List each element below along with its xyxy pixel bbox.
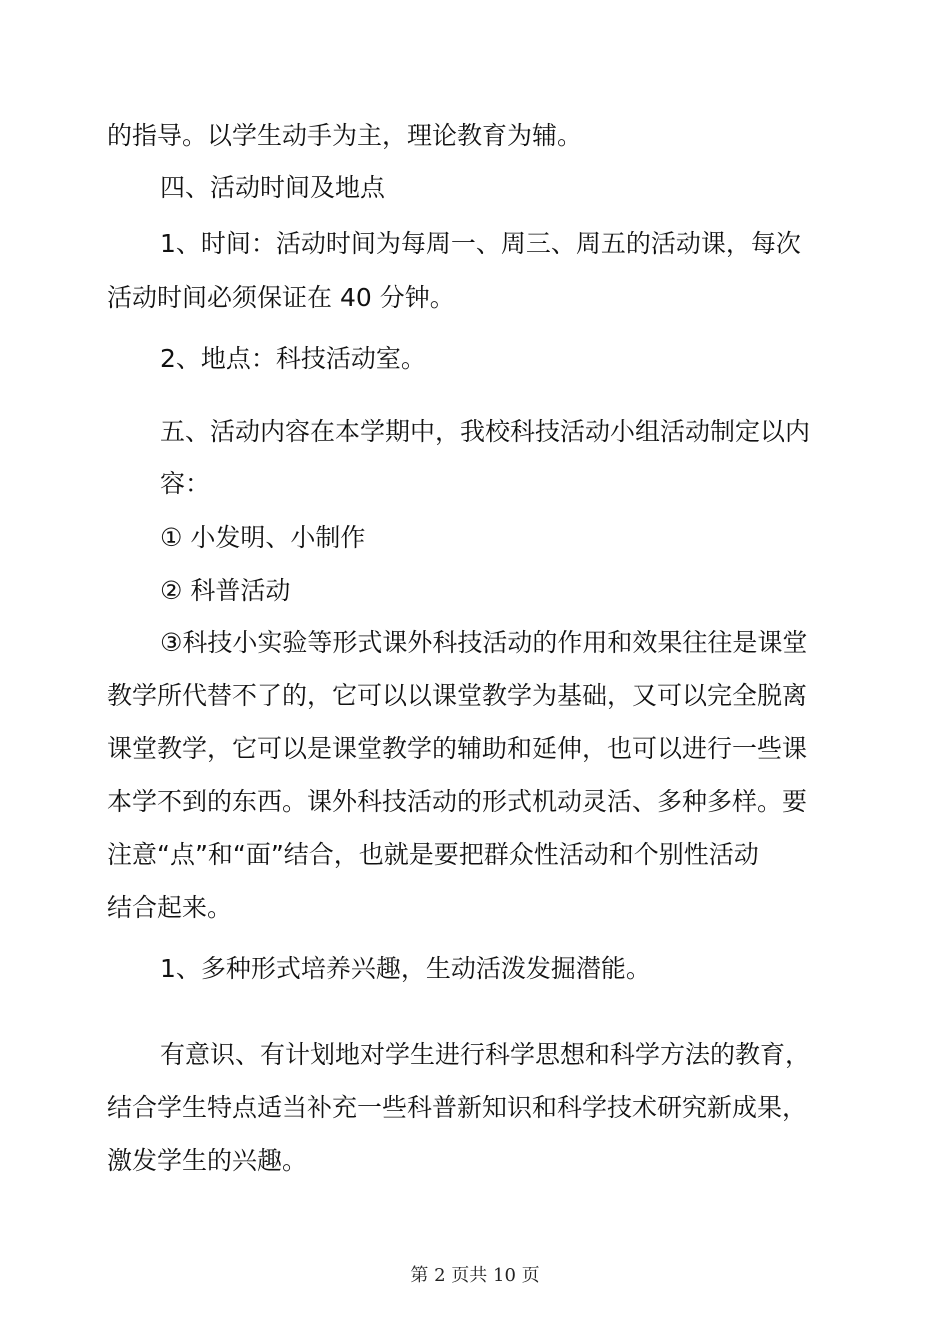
paragraph-line: 1、时间：活动时间为每周一、周三、周五的活动课，每次 <box>160 229 801 258</box>
section-heading-activity-content: 五、活动内容在本学期中，我校科技活动小组活动制定以内 <box>160 417 811 446</box>
paragraph-line: 教学所代替不了的，它可以以课堂教学为基础，又可以完全脱离 <box>107 681 808 710</box>
paragraph-line: 本学不到的东西。课外科技活动的形式机动灵活、多种多样。要 <box>107 787 808 816</box>
paragraph-line: 激发学生的兴趣。 <box>107 1146 308 1175</box>
paragraph-line: 容： <box>160 469 211 498</box>
paragraph-line: 的指导。以学生动手为主，理论教育为辅。 <box>107 121 583 150</box>
paragraph-line: 结合学生特点适当补充一些科普新知识和科学技术研究新成果， <box>107 1093 808 1122</box>
section-heading-activity-time-place: 四、活动时间及地点 <box>160 173 386 202</box>
paragraph-line: 2、地点：科技活动室。 <box>160 344 426 373</box>
list-item: ① 小发明、小制作 <box>160 523 366 552</box>
paragraph-line: 有意识、有计划地对学生进行科学思想和科学方法的教育， <box>160 1040 811 1069</box>
list-item: ③科技小实验等形式课外科技活动的作用和效果往往是课堂 <box>160 628 808 657</box>
paragraph-line: 注意“点”和“面”结合，也就是要把群众性活动和个别性活动 <box>107 840 759 869</box>
paragraph-line: 活动时间必须保证在 40 分钟。 <box>107 283 455 312</box>
subsection-heading: 1、多种形式培养兴趣，生动活泼发掘潜能。 <box>160 954 651 983</box>
paragraph-line: 课堂教学，它可以是课堂教学的辅助和延伸，也可以进行一些课 <box>107 734 808 763</box>
paragraph-line: 结合起来。 <box>107 893 233 922</box>
list-item: ② 科普活动 <box>160 576 291 605</box>
page-footer: 第 2 页共 10 页 <box>410 1265 540 1286</box>
